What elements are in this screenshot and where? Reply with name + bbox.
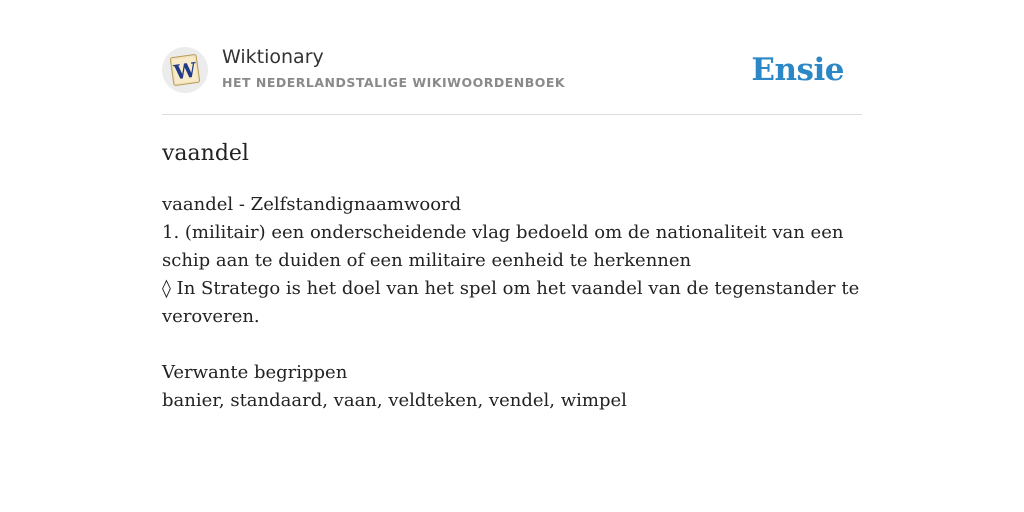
svg-text:W: W	[172, 57, 198, 85]
definition: 1. (militair) een onderscheidende vlag bedoeld om de nationaliteit van een schip aan te duiden of een militaire eenheid te herkennen	[162, 222, 844, 271]
example-sentence: ◊ In Stratego is het doel van het spel om het vaandel van de tegenstander te veroveren.	[162, 278, 860, 327]
related-heading: Verwante begrippen	[162, 362, 348, 383]
site-tagline: HET NEDERLANDSTALIGE WIKIWOORDENBOEK	[222, 75, 566, 90]
related-terms: banier, standaard, vaan, veldteken, vendel, wimpel	[162, 390, 627, 411]
spacer	[162, 331, 862, 359]
site-name: Wiktionary	[222, 46, 324, 68]
entry-card	[162, 44, 862, 415]
word-title: vaandel	[162, 141, 249, 166]
wiktionary-logo-icon	[162, 47, 208, 93]
entry-body	[162, 191, 862, 415]
ensie-brand-link[interactable]: Ensie	[751, 52, 844, 88]
part-of-speech-line: vaandel - Zelfstandignaamwoord	[162, 194, 462, 215]
header	[162, 44, 862, 115]
